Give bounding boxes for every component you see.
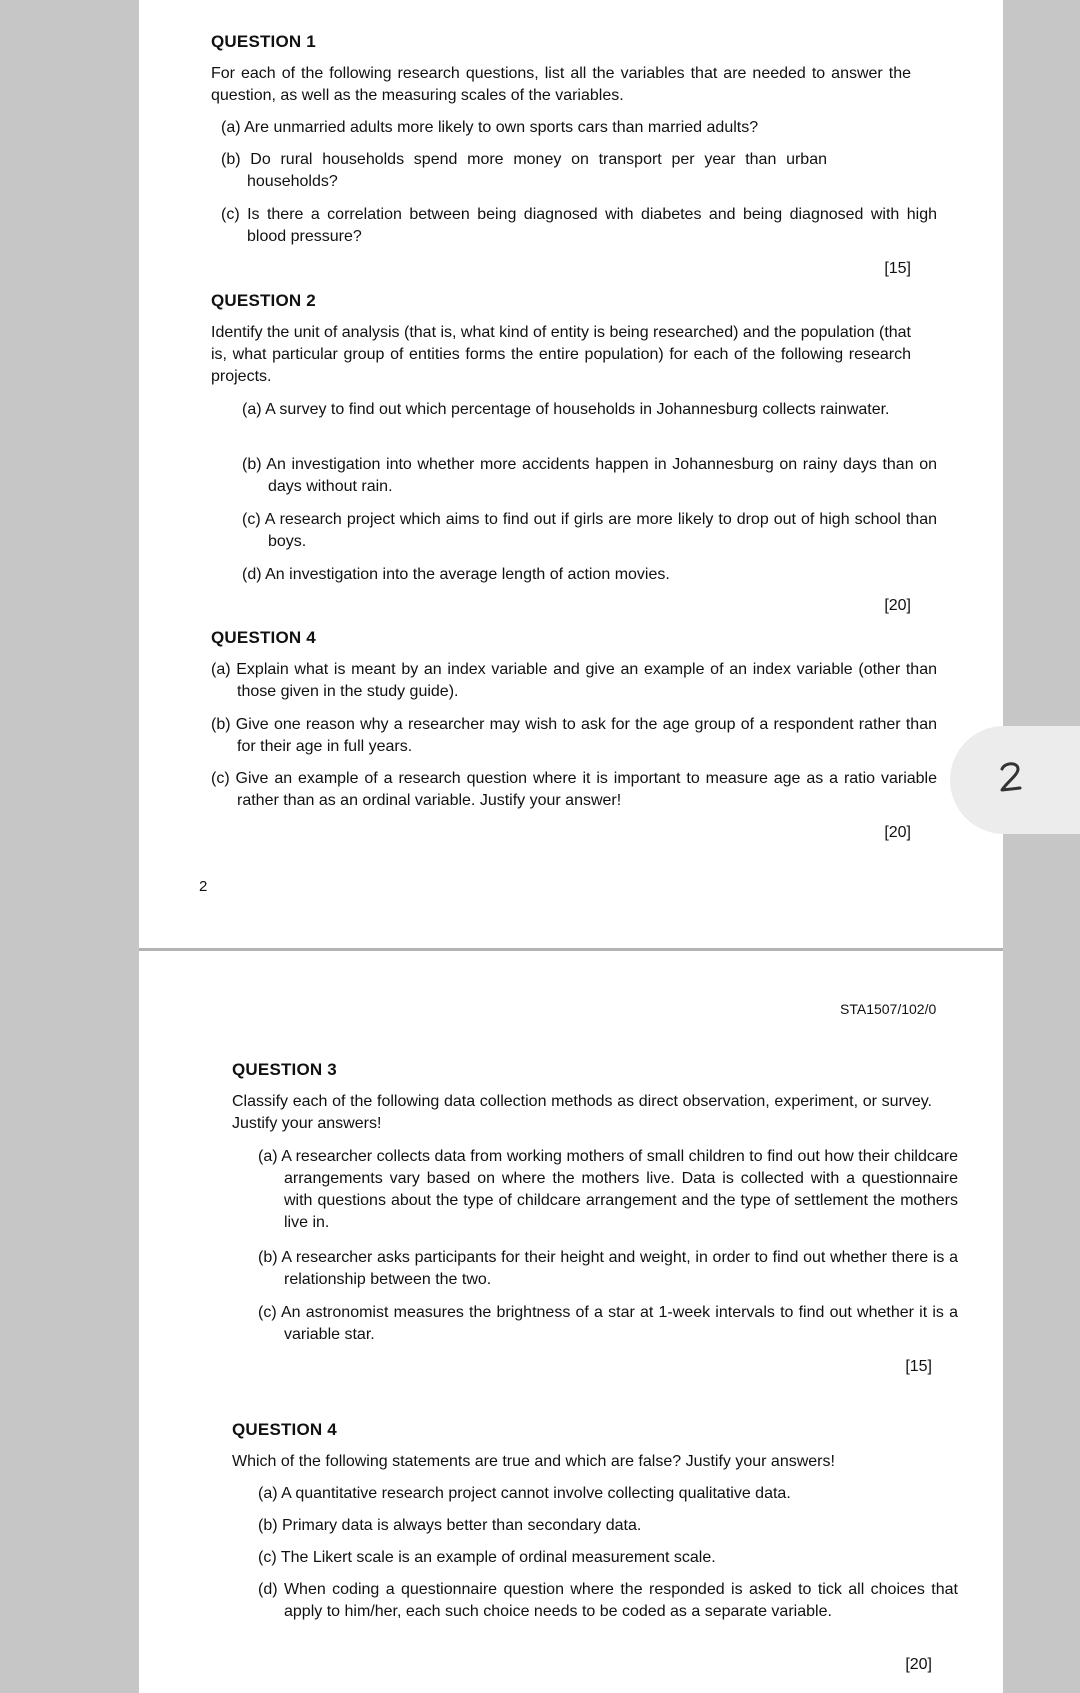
question-4b-marks: [20]	[905, 1656, 932, 1673]
question-2-item-a: (a) A survey to find out which percentage of households in Johannesburg collects rainwater.	[242, 401, 890, 418]
question-2-marks: [20]	[884, 597, 911, 614]
question-3-item-a: (a) A researcher collects data from working mothers of small children to find out how their childcare arrangements vary based on where the mothers live. Data is collected with a questionnaire with questions about the type of childcare arrangement and the type of settlement the mothers live in.	[258, 1148, 958, 1231]
question-4b-item-d: (d) When coding a questionnaire question where the responded is asked to tick all choices that apply to him/her, each such choice needs to be coded as a separate variable.	[258, 1581, 958, 1620]
question-1-item-a: (a) Are unmarried adults more likely to own sports cars than married adults?	[221, 119, 759, 136]
question-3-heading: QUESTION 3	[232, 1060, 337, 1079]
question-4-item-c: (c) Give an example of a research question where it is important to measure age as a ratio variable rather than as an ordinal variable. Justify your answer!	[211, 770, 937, 809]
question-2-item-c: (c) A research project which aims to find out if girls are more likely to drop out of high school than boys.	[242, 511, 937, 550]
question-2-item-d: (d) An investigation into the average length of action movies.	[242, 566, 670, 583]
question-3-intro: Classify each of the following data collection methods as direct observation, experiment, or survey. Justify your answers!	[232, 1093, 932, 1132]
question-3-marks: [15]	[905, 1358, 932, 1375]
document-page-2	[139, 951, 1003, 1693]
question-1-item-c: (c) Is there a correlation between being diagnosed with diabetes and being diagnosed with high blood pressure?	[221, 206, 937, 245]
document-reference: STA1507/102/0	[840, 1001, 937, 1017]
question-4-item-b: (b) Give one reason why a researcher may wish to ask for the age group of a respondent rather than for their age in full years.	[211, 716, 937, 755]
question-2-heading: QUESTION 2	[211, 291, 316, 310]
question-1-item-b: (b) Do rural households spend more money on transport per year than urban households?	[221, 151, 827, 190]
question-1-heading: QUESTION 1	[211, 32, 316, 51]
question-4b-heading: QUESTION 4	[232, 1420, 337, 1439]
handwritten-2-icon	[999, 760, 1023, 794]
page-indicator-tab[interactable]	[950, 726, 1080, 834]
question-4b-item-b: (b) Primary data is always better than secondary data.	[258, 1517, 642, 1534]
question-2-item-b: (b) An investigation into whether more accidents happen in Johannesburg on rainy days than on days without rain.	[242, 456, 937, 495]
question-4-marks: [20]	[884, 824, 911, 841]
question-4b-item-c: (c) The Likert scale is an example of ordinal measurement scale.	[258, 1549, 716, 1566]
question-4-heading: QUESTION 4	[211, 628, 316, 647]
question-4-item-a: (a) Explain what is meant by an index variable and give an example of an index variable (other than those given in the study guide).	[211, 661, 937, 700]
question-2-intro: Identify the unit of analysis (that is, what kind of entity is being researched) and the population (that is, what particular group of entities forms the entire population) for each of the following research projects.	[211, 324, 911, 385]
question-1-intro: For each of the following research questions, list all the variables that are needed to answer the question, as well as the measuring scales of the variables.	[211, 65, 911, 104]
question-3-item-b: (b) A researcher asks participants for their height and weight, in order to find out whether there is a relationship between the two.	[258, 1249, 958, 1288]
document-page-1	[139, 0, 1003, 948]
question-4b-intro: Which of the following statements are true and which are false? Justify your answers!	[232, 1453, 835, 1470]
question-3-item-c: (c) An astronomist measures the brightness of a star at 1-week intervals to find out whether it is a variable star.	[258, 1304, 958, 1343]
question-1-marks: [15]	[884, 260, 911, 277]
question-4b-item-a: (a) A quantitative research project cannot involve collecting qualitative data.	[258, 1485, 791, 1502]
page-number: 2	[199, 878, 208, 895]
